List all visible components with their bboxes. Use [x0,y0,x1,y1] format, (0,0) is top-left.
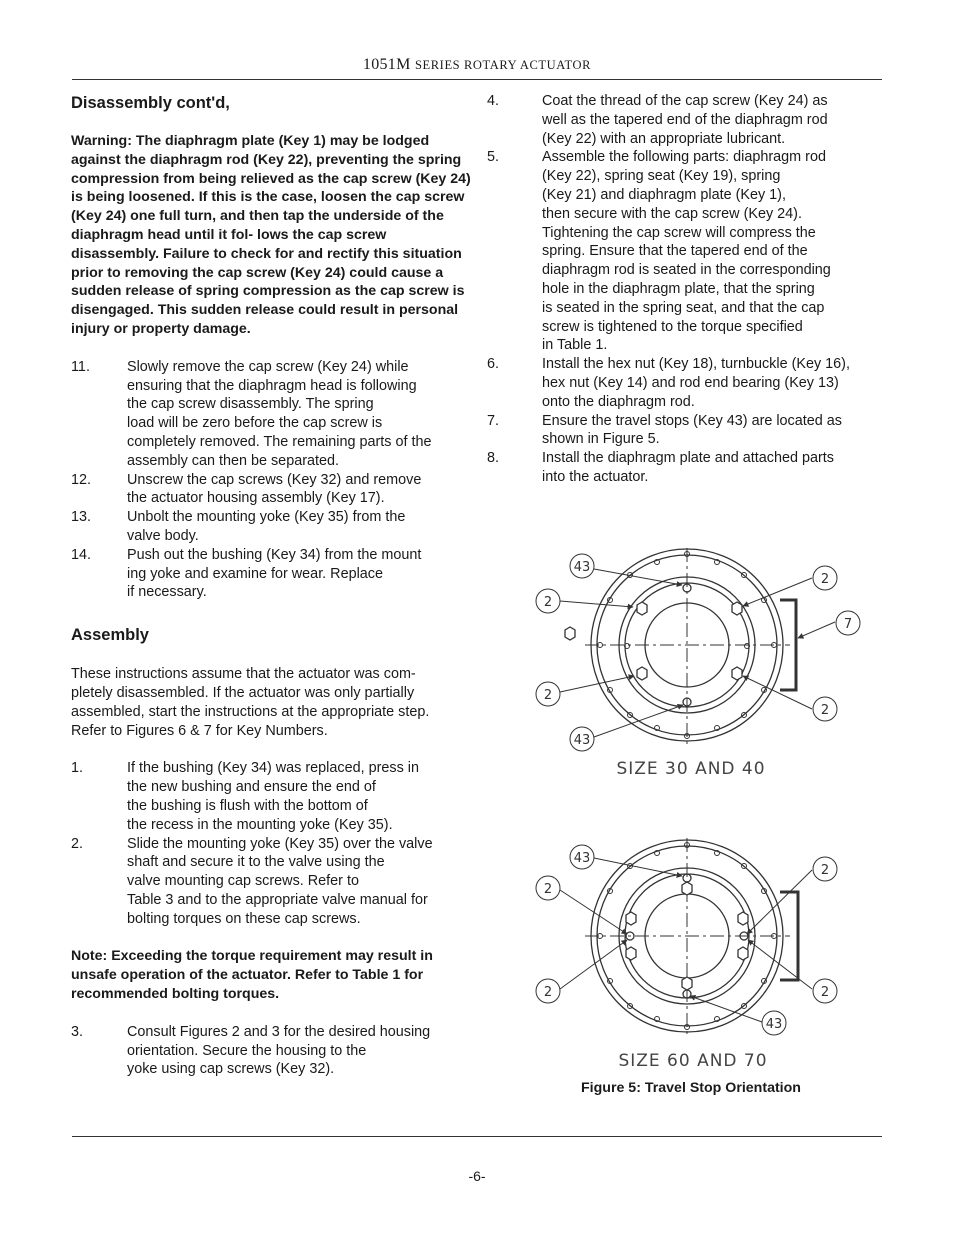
right-column [487,92,882,487]
list-item [487,412,882,450]
callout-label: 2 [820,863,830,878]
item-number: 3. [71,1023,84,1040]
item-text: Unscrew the cap screws (Key 32) and remove the actuator housing assembly (Key 17). [127,471,422,507]
item-number: 2. [71,835,84,852]
size-label-bottom: SIZE 60 AND 70 [618,1051,768,1070]
header-rule [72,79,882,80]
assembly-intro: These instructions assume that the actuator was com- pletely disassembled. If the actuator was only partially assembled, start the instructions at the appropriate step. Refer to Figures 6 & 7 for Key Numbers. [71,666,430,739]
item-text: Assemble the following parts: diaphragm rod (Key 22), spring seat (Key 19), spring (Key 21) and diaphragm plate (Key 1), then secure with the cap screw (Key 24). Tightening the cap screw will compress the spring. Ensure that the tapered end of the diaphragm rod is seated in the corresponding hole in the diaphragm plate, that the spring is seated in the spring seat, and that the cap screw is tightened to the torque specified in Table 1. [542,149,831,354]
item-number: 4. [487,93,500,109]
drawing-size-30-40 [560,548,835,745]
item-number: 12. [71,471,92,488]
item-number: 13. [71,509,92,526]
item-text: Push out the bushing (Key 34) from the mount ing yoke and examine for wear. Replace if necessary. [127,546,422,601]
callout-label: 43 [573,560,591,575]
running-header [72,56,882,74]
heading-disassembly: Disassembly cont'd, [71,94,230,112]
callout-label: 2 [543,595,553,610]
item-number: 11. [71,358,90,375]
list-item [487,92,882,148]
note-text: Note: Exceeding the torque requirement may result in unsafe operation of the actuator. Refer to Table 1 for recommended bolting torques. [71,948,433,1003]
list-item [71,1023,471,1079]
callout-label: 2 [543,985,553,1000]
item-text: Slide the mounting yoke (Key 35) over the valve shaft and secure it to the valve using the valve mounting cap screws. Refer to Table 3 and to the appropriate valve manual for bolting torques on these cap screws. [127,835,433,927]
footer-rule [72,1136,882,1137]
item-text: Slowly remove the cap screw (Key 24) while ensuring that the diaphragm head is following the cap screw disassembly. The spring load will be zero before the cap screw is completely removed. The remaining parts of the assembly can then be separated. [127,358,432,469]
callout-label: 2 [820,985,830,1000]
callout-label: 2 [543,882,553,897]
list-item [71,508,471,546]
callout-label: 43 [573,733,591,748]
list-item [487,449,882,487]
left-column [71,92,471,1079]
item-number: 8. [487,450,500,467]
list-item [487,355,882,411]
list-item [71,471,471,509]
callout-label: 2 [820,703,830,718]
item-number: 7. [487,412,500,429]
callout-label: 7 [843,617,853,632]
figure-caption: Figure 5: Travel Stop Orientation [581,1080,801,1096]
callout-label: 43 [573,851,591,866]
item-text: Consult Figures 2 and 3 for the desired housing orientation. Secure the housing to the yoke using cap screws (Key 32). [127,1023,431,1078]
list-item [71,759,471,834]
size-label-top: SIZE 30 AND 40 [616,759,766,779]
item-number: 14. [71,546,92,563]
header-title-subtitle: SERIES ROTARY ACTUATOR [414,58,592,72]
callout-label: 43 [765,1017,783,1032]
item-text: Coat the thread of the cap screw (Key 24) as well as the tapered end of the diaphragm rod (Key 22) with an appropriate lubricant. [542,93,828,147]
item-text: If the bushing (Key 34) was replaced, press in the new bushing and ensure the end of the bushing is flush with the bottom of the recess in the mounting yoke (Key 35). [127,760,419,833]
item-number: 5. [487,149,500,166]
list-item [71,835,471,929]
list-item [71,546,471,602]
drawing-size-60-70 [560,838,812,1035]
list-item [71,358,471,471]
item-text: Unbolt the mounting yoke (Key 35) from the valve body. [127,509,406,544]
figure-travel-stop [530,540,870,1070]
callout-label: 2 [820,572,830,587]
warning-text: Warning: The diaphragm plate (Key 1) may be lodged against the diaphragm rod (Key 22), preventing the spring compression from being relieved as the cap screw (Key 24) is being loosened. If this is the case, loosen the cap screw (Key 24) one full turn, and then tap the underside of the diaphragm head until it fol- lows the cap screw disassembly. Failure to check for and rectify this situation prior to removing the cap screw (Key 24) could cause a sudden release of spring compression as the cap screw is disengaged. This sudden release could result in personal injury or property damage. [71,133,471,337]
item-number: 6. [487,356,500,373]
item-number: 1. [71,760,84,777]
callout-label: 2 [543,688,553,703]
header-title-main: 1051M [362,56,411,73]
item-text: Install the diaphragm plate and attached parts into the actuator. [542,450,835,485]
list-item [487,148,882,355]
item-text: Install the hex nut (Key 18), turnbuckle (Key 16), hex nut (Key 14) and rod end bearing (Key 13) onto the diaphragm rod. [542,356,850,410]
item-text: Ensure the travel stops (Key 43) are located as shown in Figure 5. [542,412,842,448]
page-number: -6- [468,1168,486,1184]
heading-assembly: Assembly [71,626,149,645]
